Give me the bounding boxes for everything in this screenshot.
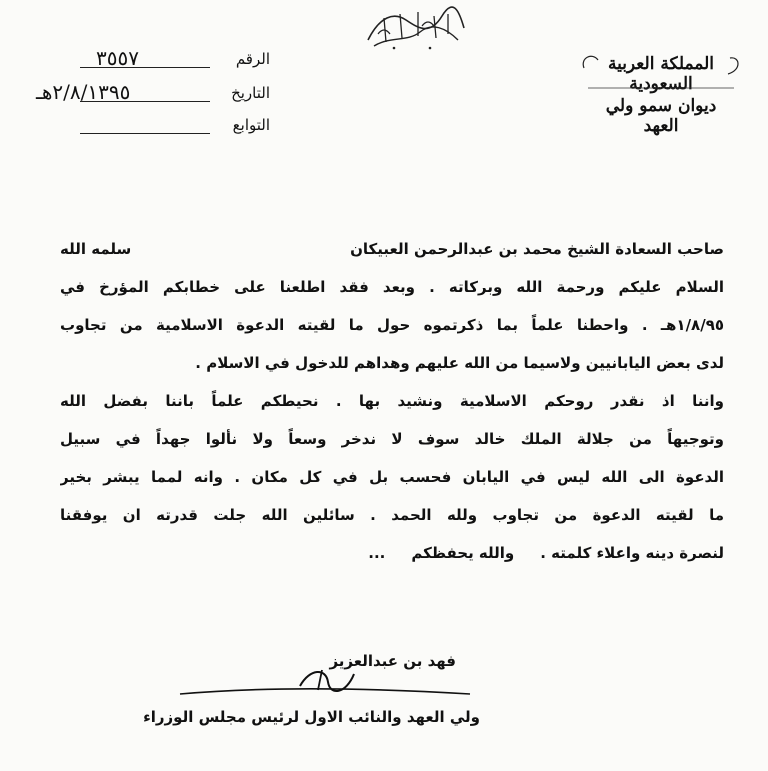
addressee-blessing: سلمه الله bbox=[60, 240, 132, 258]
closing-ellipsis: ... bbox=[368, 544, 386, 562]
body-line: الدعوة الى الله ليس في اليابان فحسب بل في كل مكان . وانه لمما يبشر بخير bbox=[60, 468, 724, 486]
attachments-line bbox=[80, 133, 210, 134]
attachments-label: التوابع bbox=[232, 116, 270, 134]
date-value: ٢/٨/١٣٩٥هـ bbox=[36, 80, 131, 104]
attachments-row bbox=[60, 116, 280, 140]
letterhead bbox=[586, 54, 736, 136]
letterhead-office: ديوان سمو ولي العهد bbox=[605, 96, 717, 136]
handwritten-signature bbox=[150, 664, 480, 704]
body-line: ١/٨/٩٥هـ . واحطنا علماً بما ذكرتموه حول ما لقيته الدعوة الاسلامية من تجاوب bbox=[60, 316, 724, 334]
body-line: واننا اذ نقدر روحكم الاسلامية ونشيد بها . نحيطكم علماً باننا بفضل الله bbox=[60, 392, 724, 410]
closing-line bbox=[60, 534, 724, 572]
body-line: ما لقيته الدعوة من تجاوب ولله الحمد . سائلين الله جلت قدرته ان يوفقنا bbox=[60, 506, 724, 524]
signatory-title: ولي العهد والنائب الاول لرئيس مجلس الوزراء bbox=[143, 708, 480, 726]
reference-number-label: الرقم bbox=[235, 50, 270, 68]
date-row bbox=[36, 80, 280, 108]
closing-sentence: لنصرة دينه واعلاء كلمته . bbox=[540, 544, 724, 562]
signature-block bbox=[143, 650, 480, 740]
body-line: وتوجيهاً من جلالة الملك خالد سوف لا ندخر وسعاً ولا نألوا جهداً في سبيل bbox=[60, 430, 724, 448]
body-line: لدى بعض اليابانيين ولاسيما من الله عليهم وهداهم للدخول في الاسلام . bbox=[195, 354, 724, 372]
addressee-line bbox=[60, 230, 724, 268]
letter-paragraph bbox=[60, 268, 724, 534]
closing-blessing: والله يحفظكم bbox=[411, 544, 515, 562]
date-label: التاريخ bbox=[231, 84, 270, 102]
letterhead-country: المملكة العربية السعودية bbox=[607, 54, 715, 94]
letterhead-ornament bbox=[578, 48, 744, 124]
reference-number-value: ٣٥٥٧ bbox=[96, 46, 139, 70]
body-line: السلام عليكم ورحمة الله وبركاته . وبعد فقد اطلعنا على خطابكم المؤرخ في bbox=[60, 278, 724, 296]
basmala-calligraphy bbox=[360, 6, 470, 52]
letter-body bbox=[60, 230, 724, 572]
reference-number-row bbox=[60, 46, 280, 74]
signatory-name: فهد بن عبدالعزيز bbox=[329, 652, 456, 670]
addressee: صاحب السعادة الشيخ محمد بن عبدالرحمن العبيكان bbox=[350, 240, 724, 258]
